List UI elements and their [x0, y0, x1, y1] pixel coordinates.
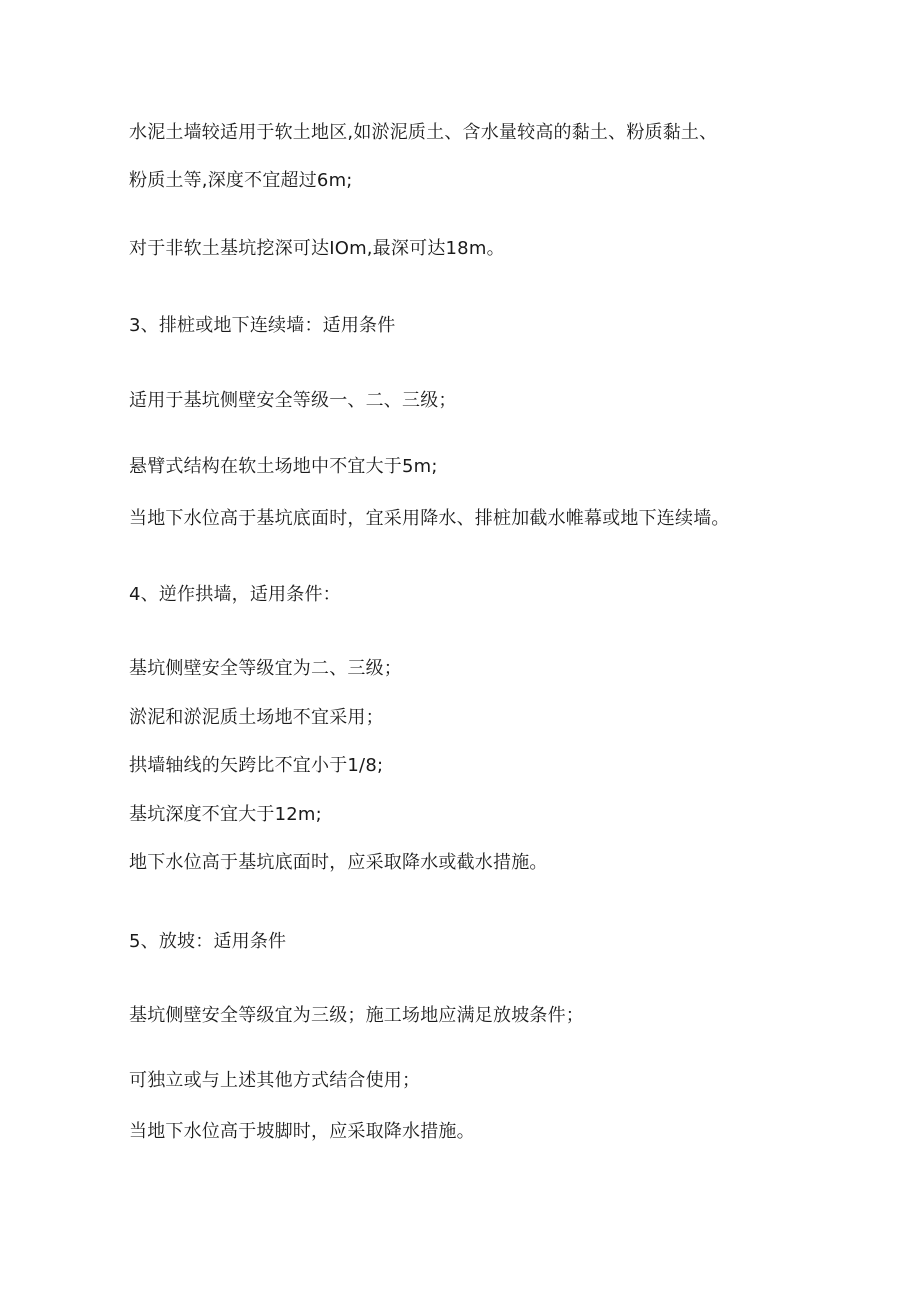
paragraph-line: 基坑侧壁安全等级宜为二、三级；	[129, 658, 402, 679]
paragraph-line: 水泥土墙较适用于软土地区,如淤泥质土、含水量较高的黏土、粉质黏土、	[129, 122, 718, 143]
section-heading: 4、逆作拱墙，适用条件：	[129, 584, 341, 605]
section-heading: 3、排桩或地下连续墙：适用条件	[129, 315, 396, 336]
paragraph-line: 可独立或与上述其他方式结合使用；	[129, 1070, 421, 1091]
paragraph-line: 基坑侧壁安全等级宜为三级；施工场地应满足放坡条件；	[129, 1005, 584, 1026]
paragraph-line: 粉质土等,深度不宜超过6m;	[129, 170, 353, 191]
paragraph-line: 当地下水位高于坡脚时，应采取降水措施。	[129, 1121, 475, 1142]
section-heading: 5、放坡：适用条件	[129, 931, 287, 952]
paragraph-line: 地下水位高于基坑底面时，应采取降水或截水措施。	[129, 852, 548, 873]
paragraph-line: 对于非软土基坑挖深可达IOm,最深可达18m。	[129, 238, 505, 259]
paragraph-line: 适用于基坑侧壁安全等级一、二、三级；	[129, 390, 457, 411]
paragraph-line: 拱墙轴线的矢跨比不宜小于1/8;	[129, 755, 384, 776]
paragraph-line: 悬臂式结构在软土场地中不宜大于5m;	[129, 456, 438, 477]
paragraph-line: 淤泥和淤泥质土场地不宜采用；	[129, 707, 384, 728]
paragraph-line: 基坑深度不宜大于12m;	[129, 804, 322, 825]
paragraph-line: 当地下水位高于基坑底面时，宜采用降水、排桩加截水帷幕或地下连续墙。	[129, 508, 730, 529]
